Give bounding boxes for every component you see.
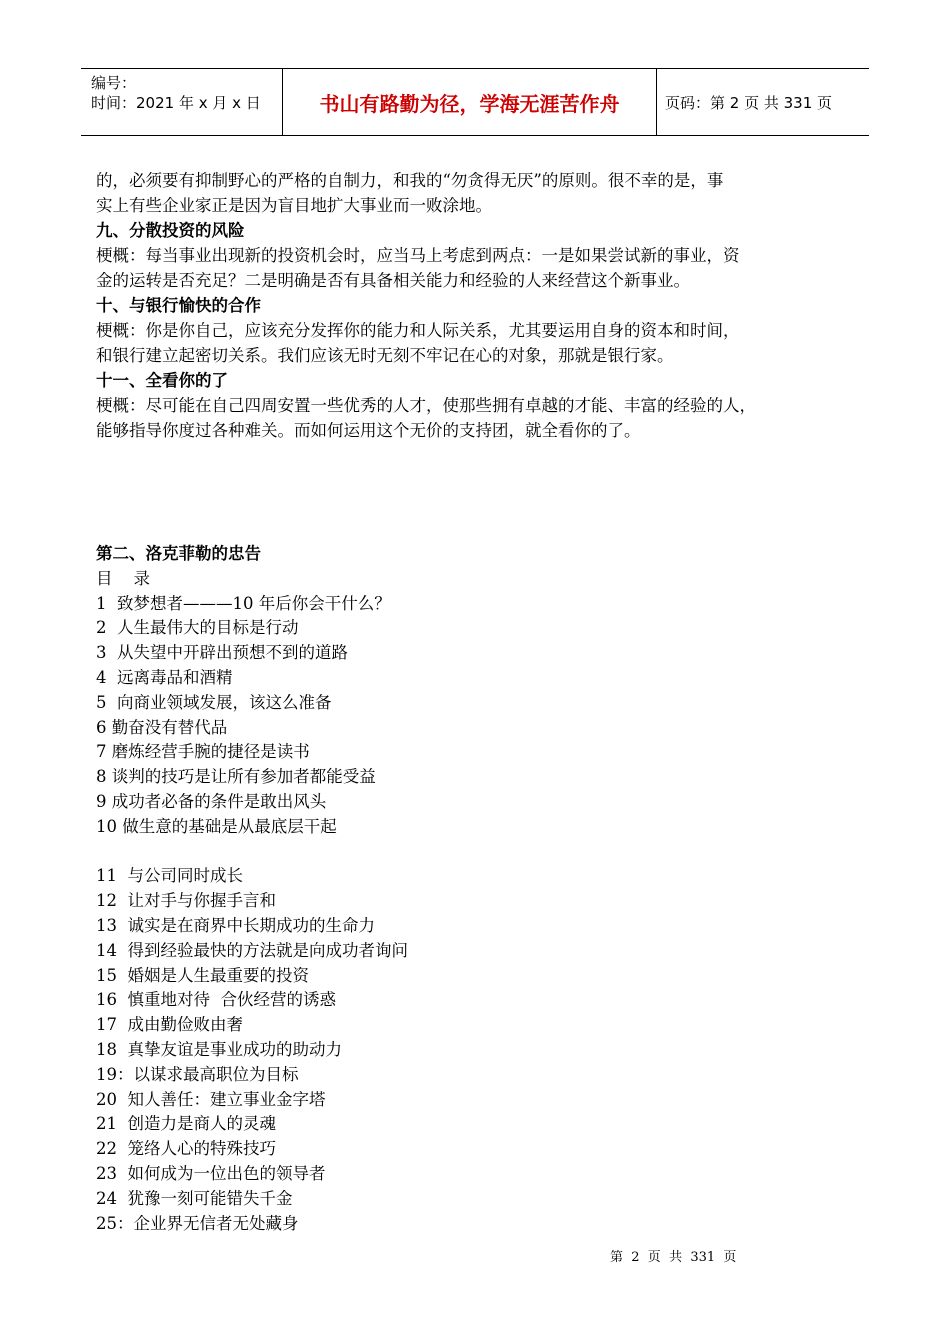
toc-item: 23 如何成为一位出色的领导者	[96, 1163, 326, 1183]
toc-item: 5 向商业领域发展，该这么准备	[96, 692, 332, 712]
section-heading: 九、分散投资的风险	[96, 221, 245, 240]
header-meta	[81, 69, 283, 135]
table-of-contents	[96, 542, 866, 1236]
toc-item: 13 诚实是在商界中长期成功的生命力	[96, 915, 375, 935]
paragraph-line: 梗概：你是你自己，应该充分发挥你的能力和人际关系，尤其要运用自身的资本和时间，	[96, 321, 740, 340]
part-title: 第二、洛克菲勒的忠告	[96, 544, 261, 563]
toc-item: 10 做生意的基础是从最底层干起	[96, 816, 337, 836]
toc-heading: 目 录	[96, 568, 150, 588]
toc-item: 25：企业界无信者无处藏身	[96, 1213, 299, 1233]
toc-item: 16 慎重地对待 合伙经营的诱惑	[96, 990, 336, 1010]
toc-item: 3 从失望中开辟出预想不到的道路	[96, 643, 348, 663]
paragraph-line: 实上有些企业家正是因为盲目地扩大事业而一败涂地。	[96, 196, 492, 215]
toc-item: 14 得到经验最快的方法就是向成功者询问	[96, 940, 408, 960]
paragraph-line: 梗概：每当事业出现新的投资机会时，应当马上考虑到两点：一是如果尝试新的事业，资	[96, 246, 740, 265]
toc-item: 2 人生最伟大的目标是行动	[96, 618, 299, 638]
section-heading: 十、与银行愉快的合作	[96, 296, 261, 315]
toc-item: 6 勤奋没有替代品	[96, 717, 228, 737]
toc-list-b	[96, 864, 866, 1236]
toc-item: 12 让对手与你握手言和	[96, 891, 276, 911]
toc-item: 11 与公司同时成长	[96, 866, 243, 886]
toc-list-a	[96, 592, 866, 840]
toc-item: 7 磨炼经营手腕的捷径是读书	[96, 742, 310, 762]
paragraph-line: 金的运转是否充足？二是明确是否有具备相关能力和经验的人来经营这个新事业。	[96, 271, 690, 290]
toc-item: 20 知人善任：建立事业金字塔	[96, 1089, 326, 1109]
toc-item: 9 成功者必备的条件是敢出风头	[96, 791, 327, 811]
header-motto: 书山有路勤为径，学海无涯苦作舟	[283, 69, 657, 135]
footer-page-number: 第 2 页 共 331 页	[610, 1250, 737, 1265]
document-date: 时间：2021 年 x 月 x 日	[91, 94, 261, 112]
toc-item: 18 真挚友谊是事业成功的助动力	[96, 1039, 342, 1059]
body-text	[96, 168, 866, 443]
paragraph-line: 的，必须要有抑制野心的严格的自制力，和我的“勿贪得无厌”的原则。很不幸的是，事	[96, 171, 724, 190]
toc-item: 22 笼络人心的特殊技巧	[96, 1139, 276, 1159]
paragraph-line: 和银行建立起密切关系。我们应该无时无刻不牢记在心的对象，那就是银行家。	[96, 346, 674, 365]
document-number-label: 编号：	[91, 74, 137, 92]
toc-item: 24 犹豫一刻可能错失千金	[96, 1188, 293, 1208]
toc-item: 8 谈判的技巧是让所有参加者都能受益	[96, 767, 376, 787]
page-header	[81, 68, 869, 136]
toc-item: 21 创造力是商人的灵魂	[96, 1114, 276, 1134]
paragraph-line: 能够指导你度过各种难关。而如何运用这个无价的支持团，就全看你的了。	[96, 421, 641, 440]
header-page-info: 页码：第 2 页 共 331 页	[665, 93, 833, 112]
toc-item: 1 致梦想者———10 年后你会干什么？	[96, 593, 391, 613]
toc-item: 17 成由勤俭败由奢	[96, 1015, 243, 1035]
toc-gap	[96, 840, 866, 865]
toc-item: 15 婚姻是人生最重要的投资	[96, 965, 309, 985]
toc-item: 4 远离毒品和酒精	[96, 667, 233, 687]
section-heading: 十一、全看你的了	[96, 371, 228, 390]
paragraph-line: 梗概：尽可能在自己四周安置一些优秀的人才，使那些拥有卓越的才能、丰富的经验的人，	[96, 396, 756, 415]
toc-item: 19：以谋求最高职位为目标	[96, 1064, 299, 1084]
